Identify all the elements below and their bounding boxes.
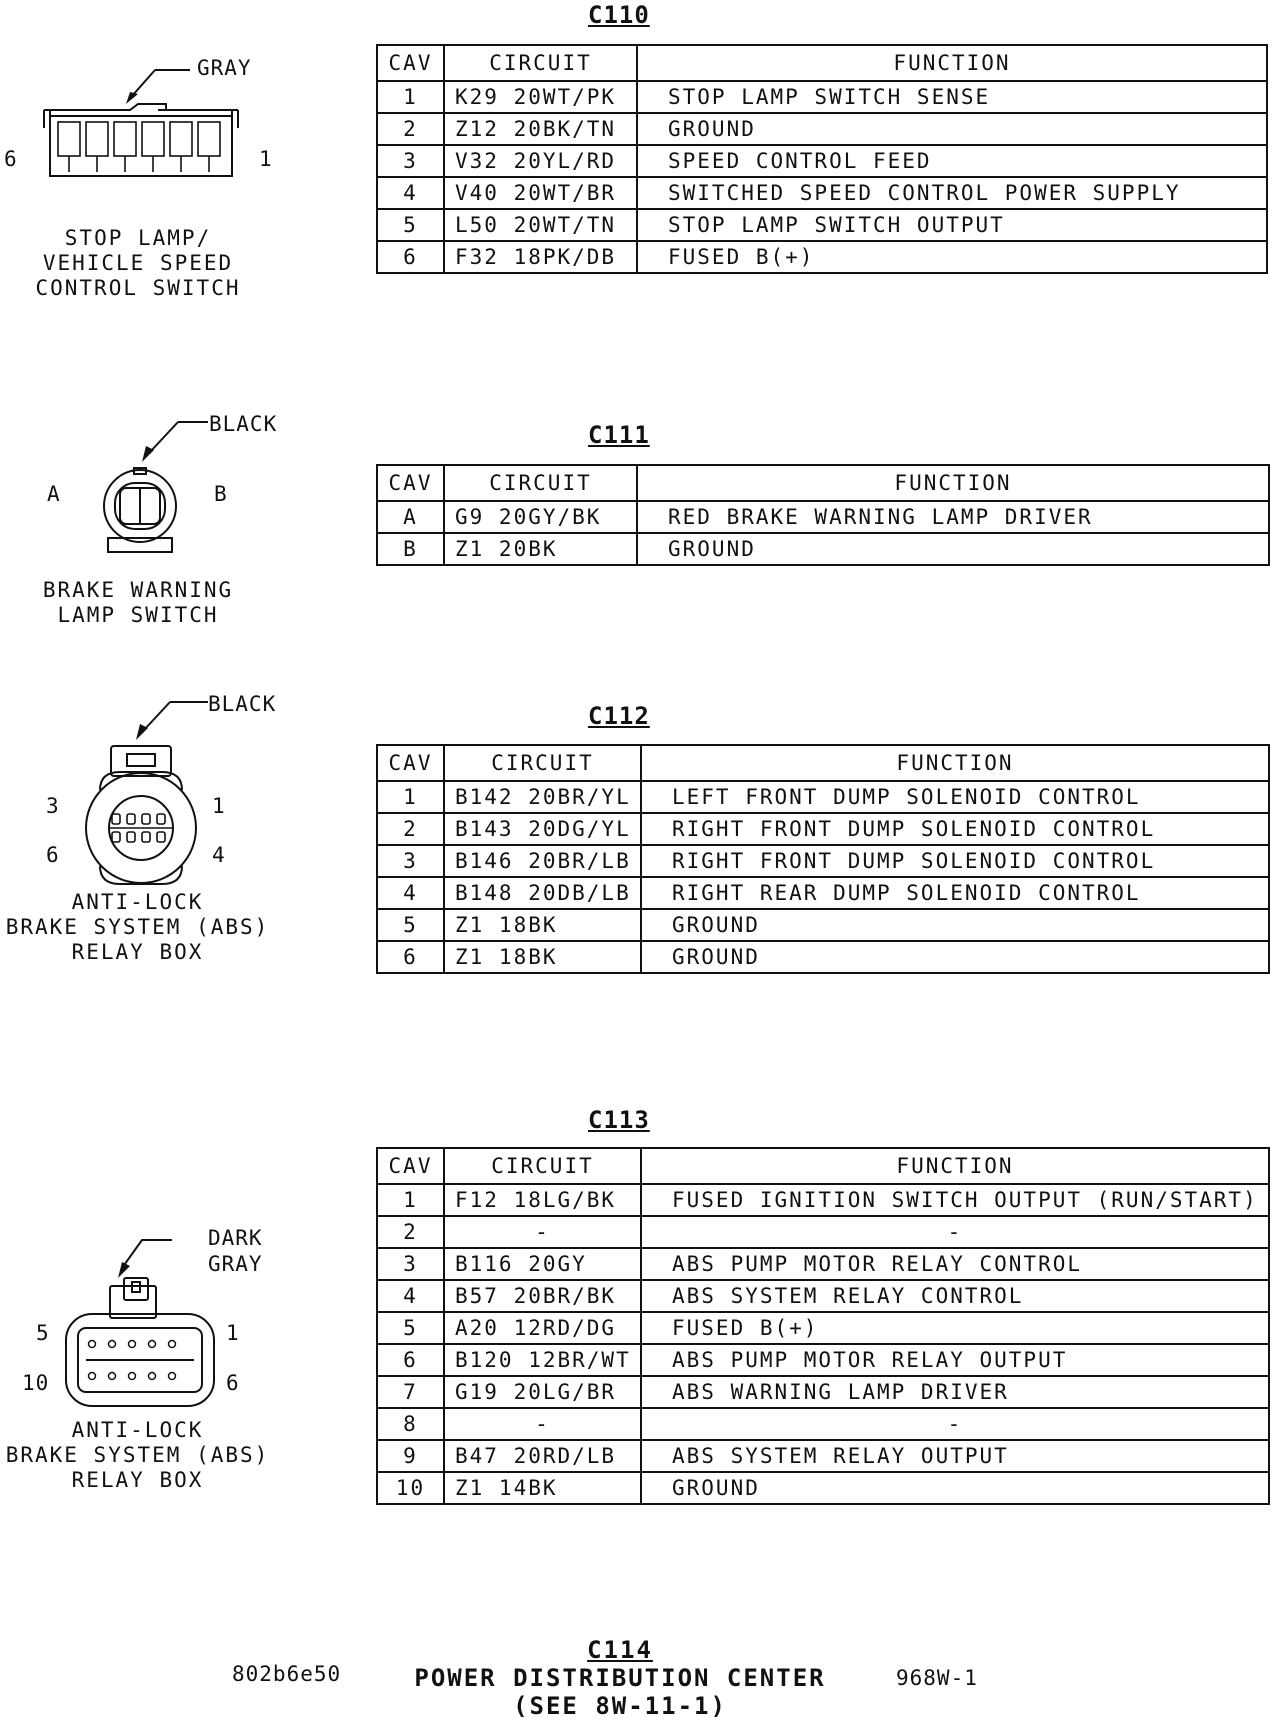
function-cell: - [641, 1216, 1269, 1248]
cav-cell: 3 [377, 145, 444, 177]
circuit-cell: Z1 20BK [444, 533, 637, 565]
circuit-cell: B57 20BR/BK [444, 1280, 641, 1312]
circuit-cell: B142 20BR/YL [444, 781, 641, 813]
circuit-cell: A20 12RD/DG [444, 1312, 641, 1344]
function-cell: GROUND [637, 533, 1269, 565]
table-row [377, 145, 1267, 177]
c111-pin-label-b: B [214, 482, 228, 506]
function-header: FUNCTION [641, 1148, 1269, 1184]
function-cell: LEFT FRONT DUMP SOLENOID CONTROL [641, 781, 1269, 813]
table-row [377, 241, 1267, 273]
c113-caption: ANTI-LOCK BRAKE SYSTEM (ABS) RELAY BOX [5, 1418, 270, 1492]
c110-title: C110 [588, 1, 650, 29]
cav-cell: 5 [377, 1312, 444, 1344]
cav-cell: 2 [377, 813, 444, 845]
cav-cell: 10 [377, 1472, 444, 1504]
circuit-header: CIRCUIT [444, 45, 637, 81]
footer-right-code: 968W-1 [896, 1666, 978, 1690]
c110-leader-arrow [126, 92, 138, 104]
cav-cell: 8 [377, 1408, 444, 1440]
c112-color-label: BLACK [208, 692, 277, 716]
circuit-cell: G9 20GY/BK [444, 501, 637, 533]
cav-cell: 4 [377, 177, 444, 209]
function-cell: GROUND [637, 113, 1267, 145]
table-row [377, 1248, 1269, 1280]
function-cell: RIGHT FRONT DUMP SOLENOID CONTROL [641, 845, 1269, 877]
c112-pin-label-3: 3 [46, 794, 60, 818]
circuit-cell: B120 12BR/WT [444, 1344, 641, 1376]
circuit-cell: B143 20DG/YL [444, 813, 641, 845]
circuit-cell: F32 18PK/DB [444, 241, 637, 273]
c113-pin-label-6: 6 [226, 1371, 240, 1395]
function-cell: RIGHT FRONT DUMP SOLENOID CONTROL [641, 813, 1269, 845]
c111-color-label: BLACK [209, 412, 278, 436]
cav-header: CAV [377, 745, 444, 781]
table-row [377, 1184, 1269, 1216]
table-row [377, 81, 1267, 113]
c110-table [376, 44, 1268, 274]
circuit-cell: Z12 20BK/TN [444, 113, 637, 145]
function-cell: STOP LAMP SWITCH OUTPUT [637, 209, 1267, 241]
table-header-row [377, 1148, 1269, 1184]
table-row [377, 177, 1267, 209]
cav-cell: 6 [377, 1344, 444, 1376]
c111-table [376, 464, 1270, 566]
cav-cell: 7 [377, 1376, 444, 1408]
table-row [377, 1376, 1269, 1408]
table-row [377, 533, 1269, 565]
function-cell: ABS PUMP MOTOR RELAY OUTPUT [641, 1344, 1269, 1376]
function-cell: GROUND [641, 941, 1269, 973]
circuit-cell: B47 20RD/LB [444, 1440, 641, 1472]
c111-connector-diagram [80, 420, 220, 560]
cav-cell: 6 [377, 241, 444, 273]
circuit-cell: Z1 14BK [444, 1472, 641, 1504]
circuit-cell: Z1 18BK [444, 941, 641, 973]
cav-cell: 1 [377, 81, 444, 113]
footer-left-code: 802b6e50 [232, 1662, 342, 1686]
circuit-cell: B148 20DB/LB [444, 877, 641, 909]
table-row [377, 209, 1267, 241]
table-row [377, 845, 1269, 877]
table-row [377, 1440, 1269, 1472]
table-row [377, 1216, 1269, 1248]
table-header-row [377, 465, 1269, 501]
c113-leader-arrow [118, 1262, 130, 1278]
c113-pin-label-1: 1 [226, 1321, 240, 1345]
cav-cell: 6 [377, 941, 444, 973]
function-cell: - [641, 1408, 1269, 1440]
function-cell: SWITCHED SPEED CONTROL POWER SUPPLY [637, 177, 1267, 209]
table-row [377, 1472, 1269, 1504]
cav-cell: 2 [377, 113, 444, 145]
function-cell: ABS WARNING LAMP DRIVER [641, 1376, 1269, 1408]
c113-color-label-line1: DARK [208, 1226, 263, 1250]
function-header: FUNCTION [637, 45, 1267, 81]
circuit-header: CIRCUIT [444, 745, 641, 781]
circuit-cell: L50 20WT/TN [444, 209, 637, 241]
table-row [377, 909, 1269, 941]
circuit-cell: V32 20YL/RD [444, 145, 637, 177]
table-row [377, 781, 1269, 813]
c110-pin-label-right: 1 [259, 147, 273, 171]
c111-pin-label-a: A [47, 482, 61, 506]
function-header: FUNCTION [637, 465, 1269, 501]
circuit-cell: F12 18LG/BK [444, 1184, 641, 1216]
c112-pin-label-1: 1 [212, 794, 226, 818]
c112-title: C112 [588, 702, 650, 730]
table-row [377, 1280, 1269, 1312]
cav-cell: 3 [377, 845, 444, 877]
c112-connector-diagram [60, 700, 260, 900]
cav-cell: 4 [377, 1280, 444, 1312]
table-header-row [377, 45, 1267, 81]
circuit-header: CIRCUIT [444, 465, 637, 501]
c113-pin-label-10: 10 [22, 1371, 50, 1395]
c110-caption: STOP LAMP/ VEHICLE SPEED CONTROL SWITCH [35, 226, 241, 300]
cav-cell: 2 [377, 1216, 444, 1248]
circuit-cell: - [444, 1216, 641, 1248]
circuit-cell: Z1 18BK [444, 909, 641, 941]
function-cell: ABS SYSTEM RELAY CONTROL [641, 1280, 1269, 1312]
function-cell: FUSED B(+) [641, 1312, 1269, 1344]
c114-title: C114 [587, 1636, 653, 1664]
function-cell: ABS PUMP MOTOR RELAY CONTROL [641, 1248, 1269, 1280]
circuit-cell: - [444, 1408, 641, 1440]
c113-color-label-line2: GRAY [208, 1252, 263, 1276]
c111-title: C111 [588, 421, 650, 449]
circuit-cell: V40 20WT/BR [444, 177, 637, 209]
table-row [377, 113, 1267, 145]
c112-pin-label-4: 4 [212, 843, 226, 867]
c110-connector-diagram [40, 68, 280, 188]
cav-cell: 1 [377, 781, 444, 813]
cav-header: CAV [377, 1148, 444, 1184]
cav-cell: 4 [377, 877, 444, 909]
c110-pin-label-left: 6 [4, 147, 18, 171]
circuit-cell: K29 20WT/PK [444, 81, 637, 113]
function-cell: ABS SYSTEM RELAY OUTPUT [641, 1440, 1269, 1472]
circuit-cell: B116 20GY [444, 1248, 641, 1280]
c112-pin-label-6: 6 [46, 843, 60, 867]
table-row [377, 1408, 1269, 1440]
c113-pin-label-5: 5 [36, 1321, 50, 1345]
function-cell: SPEED CONTROL FEED [637, 145, 1267, 177]
cav-cell: 1 [377, 1184, 444, 1216]
cav-cell: A [377, 501, 444, 533]
table-row [377, 941, 1269, 973]
function-cell: FUSED B(+) [637, 241, 1267, 273]
c114-subtitle: POWER DISTRIBUTION CENTER [414, 1664, 826, 1692]
function-cell: FUSED IGNITION SWITCH OUTPUT (RUN/START) [641, 1184, 1269, 1216]
c112-table [376, 744, 1270, 974]
cav-cell: 5 [377, 909, 444, 941]
c112-caption: ANTI-LOCK BRAKE SYSTEM (ABS) RELAY BOX [5, 890, 270, 964]
circuit-cell: G19 20LG/BR [444, 1376, 641, 1408]
function-cell: RIGHT REAR DUMP SOLENOID CONTROL [641, 877, 1269, 909]
cav-header: CAV [377, 45, 444, 81]
table-row [377, 813, 1269, 845]
cav-cell: B [377, 533, 444, 565]
circuit-header: CIRCUIT [444, 1148, 641, 1184]
table-header-row [377, 745, 1269, 781]
cav-cell: 9 [377, 1440, 444, 1472]
table-row [377, 501, 1269, 533]
cav-header: CAV [377, 465, 444, 501]
function-cell: STOP LAMP SWITCH SENSE [637, 81, 1267, 113]
table-row [377, 877, 1269, 909]
function-cell: GROUND [641, 1472, 1269, 1504]
cav-cell: 3 [377, 1248, 444, 1280]
function-header: FUNCTION [641, 745, 1269, 781]
c113-title: C113 [588, 1106, 650, 1134]
c114-reference: (SEE 8W-11-1) [513, 1692, 727, 1720]
c111-caption: BRAKE WARNING LAMP SWITCH [42, 578, 234, 627]
circuit-cell: B146 20BR/LB [444, 845, 641, 877]
c110-color-label: GRAY [197, 56, 252, 80]
c113-table [376, 1147, 1270, 1505]
table-row [377, 1312, 1269, 1344]
table-row [377, 1344, 1269, 1376]
function-cell: GROUND [641, 909, 1269, 941]
cav-cell: 5 [377, 209, 444, 241]
function-cell: RED BRAKE WARNING LAMP DRIVER [637, 501, 1269, 533]
